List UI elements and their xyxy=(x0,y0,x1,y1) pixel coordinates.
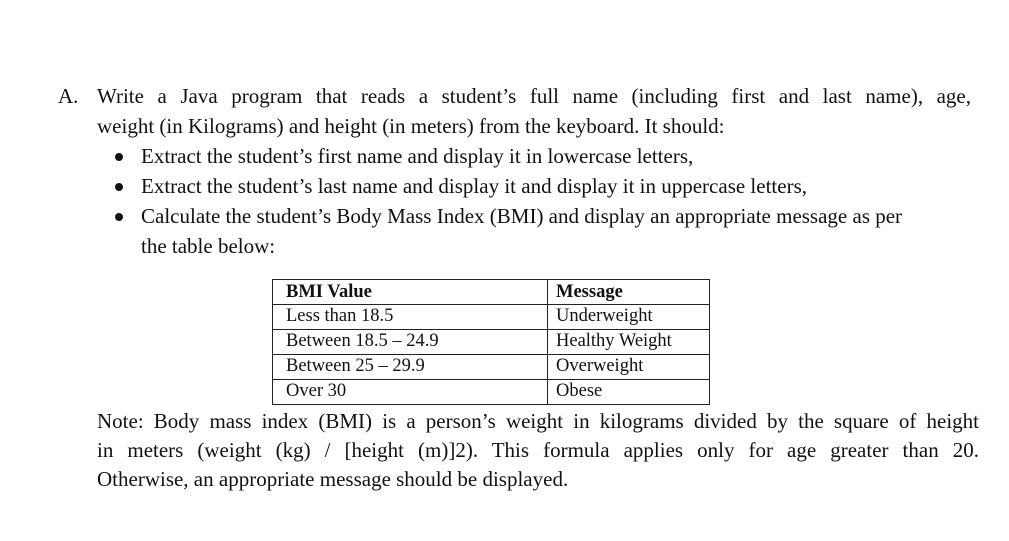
bullet-item-1: Extract the student’s first name and display it in lowercase letters, xyxy=(141,144,694,168)
table-cell-message: Healthy Weight xyxy=(548,330,710,355)
table-cell-bmi: Less than 18.5 xyxy=(273,305,548,330)
bullet-dot-1 xyxy=(115,153,123,161)
table-row xyxy=(273,355,710,380)
table-cell-message: Underweight xyxy=(548,305,710,330)
bullet-dot-2 xyxy=(115,183,123,191)
table-row xyxy=(273,305,710,330)
note-line1: Note: Body mass index (BMI) is a person’s weight in kilograms divided by the square of height xyxy=(97,409,979,433)
table-cell-bmi: Between 25 – 29.9 xyxy=(273,355,548,380)
question-label: A. xyxy=(58,84,79,108)
bullet-dot-3 xyxy=(115,213,123,221)
table-cell-message: Obese xyxy=(548,380,710,405)
bmi-table xyxy=(272,279,710,405)
note-line2: in meters (weight (kg) / [height (m)]2). This formula applies only for age greater than 20. xyxy=(97,438,979,462)
question-intro-line1: Write a Java program that reads a student’s full name (including first and last name), age, xyxy=(97,84,971,108)
table-cell-bmi: Between 18.5 – 24.9 xyxy=(273,330,548,355)
table-row xyxy=(273,380,710,405)
header-bmi-value: BMI Value xyxy=(273,280,548,305)
bullet-item-3-continuation: the table below: xyxy=(141,234,276,258)
table-cell-message: Overweight xyxy=(548,355,710,380)
question-intro-line2: weight (in Kilograms) and height (in meters) from the keyboard. It should: xyxy=(97,114,725,138)
bullet-item-3: Calculate the student’s Body Mass Index (BMI) and display an appropriate message as per xyxy=(141,204,903,228)
table-header-row xyxy=(273,280,710,305)
header-message: Message xyxy=(548,280,710,305)
table-row xyxy=(273,330,710,355)
bullet-item-2: Extract the student’s last name and display it and display it in uppercase letters, xyxy=(141,174,807,198)
table-cell-bmi: Over 30 xyxy=(273,380,548,405)
note-line3: Otherwise, an appropriate message should be displayed. xyxy=(97,467,569,491)
